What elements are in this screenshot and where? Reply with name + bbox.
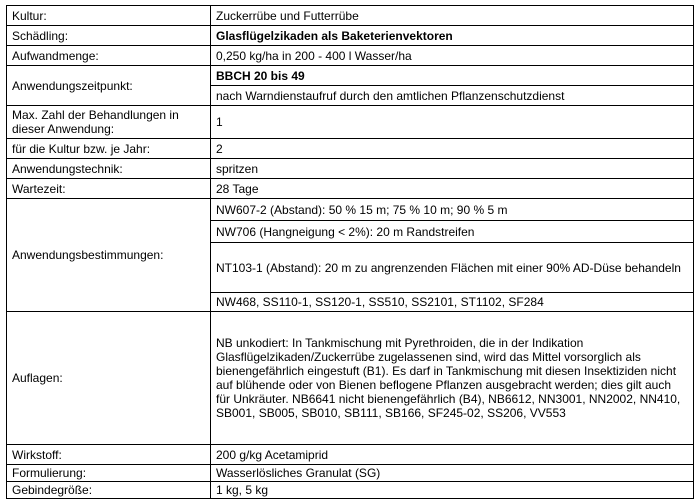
row-pro-jahr <box>7 139 694 159</box>
row-wirkstoff <box>7 445 694 465</box>
value-wirkstoff: 200 g/kg Acetamiprid <box>211 445 694 465</box>
label-gebinde: Gebindegröße: <box>7 482 211 499</box>
row-wartezeit <box>7 179 694 199</box>
label-schaedling: Schädling: <box>7 26 211 46</box>
row-zeitpunkt-1 <box>7 66 694 86</box>
value-aufwandmenge: 0,250 kg/ha in 200 - 400 l Wasser/ha <box>211 46 694 66</box>
label-aufwandmenge: Aufwandmenge: <box>7 46 211 66</box>
label-wirkstoff: Wirkstoff: <box>7 445 211 465</box>
value-wartezeit: 28 Tage <box>211 179 694 199</box>
value-bestimmung-nw607: NW607-2 (Abstand): 50 % 15 m; 75 % 10 m; 90 % 5 m <box>211 199 694 221</box>
row-formulierung <box>7 465 694 482</box>
value-zeitpunkt-warndienst: nach Warndienstaufruf durch den amtlichen Pflanzenschutzdienst <box>211 86 694 106</box>
row-aufwandmenge <box>7 46 694 66</box>
value-bestimmung-codes: NW468, SS110-1, SS120-1, SS510, SS2101, ST1102, SF284 <box>211 293 694 312</box>
value-bestimmung-nw706: NW706 (Hangneigung < 2%): 20 m Randstreifen <box>211 221 694 243</box>
value-formulierung: Wasserlösliches Granulat (SG) <box>211 465 694 482</box>
value-gebinde: 1 kg, 5 kg <box>211 482 694 499</box>
label-kultur: Kultur: <box>7 6 211 26</box>
label-zeitpunkt: Anwendungszeitpunkt: <box>7 66 211 106</box>
row-schaedling <box>7 26 694 46</box>
value-technik: spritzen <box>211 159 694 179</box>
product-info-table <box>6 5 694 499</box>
value-kultur: Zuckerrübe und Futterrübe <box>211 6 694 26</box>
label-pro-jahr: für die Kultur bzw. je Jahr: <box>7 139 211 159</box>
value-max-zahl: 1 <box>211 106 694 139</box>
row-auflagen <box>7 312 694 445</box>
label-max-zahl: Max. Zahl der Behandlungen in dieser Anwendung: <box>7 106 211 139</box>
row-bestimmungen-1 <box>7 199 694 221</box>
value-schaedling: Glasflügelzikaden als Baketerienvektoren <box>211 26 694 46</box>
label-bestimmungen: Anwendungsbestimmungen: <box>7 199 211 312</box>
label-wartezeit: Wartezeit: <box>7 179 211 199</box>
value-auflagen: NB unkodiert: In Tankmischung mit Pyrethroiden, die in der Indikation Glasflügelzikaden/Zuckerrübe zugelassenen sind, wird das Mittel vorsorglich als bienengefährlich eingestuft (B1). Es darf in Tankmischung mit diesen Insektiziden nicht auf blühende oder von Bienen beflogene Pflanzen ausgebracht werden; dies gilt auch für Unkräuter. NB6641 nicht bienengefährlich (B4), NB6612, NN3001, NN2002, NN410, SB001, SB005, SB010, SB111, SB166, SF245-02, SS206, VV553 <box>211 312 694 445</box>
value-bestimmung-nt103: NT103-1 (Abstand): 20 m zu angrenzenden Flächen mit einer 90% AD-Düse behandeln <box>211 243 694 293</box>
row-max-zahl <box>7 106 694 139</box>
label-formulierung: Formulierung: <box>7 465 211 482</box>
value-pro-jahr: 2 <box>211 139 694 159</box>
row-kultur <box>7 6 694 26</box>
value-zeitpunkt-bbch: BBCH 20 bis 49 <box>211 66 694 86</box>
row-gebinde <box>7 482 694 499</box>
label-auflagen: Auflagen: <box>7 312 211 445</box>
row-technik <box>7 159 694 179</box>
label-technik: Anwendungstechnik: <box>7 159 211 179</box>
